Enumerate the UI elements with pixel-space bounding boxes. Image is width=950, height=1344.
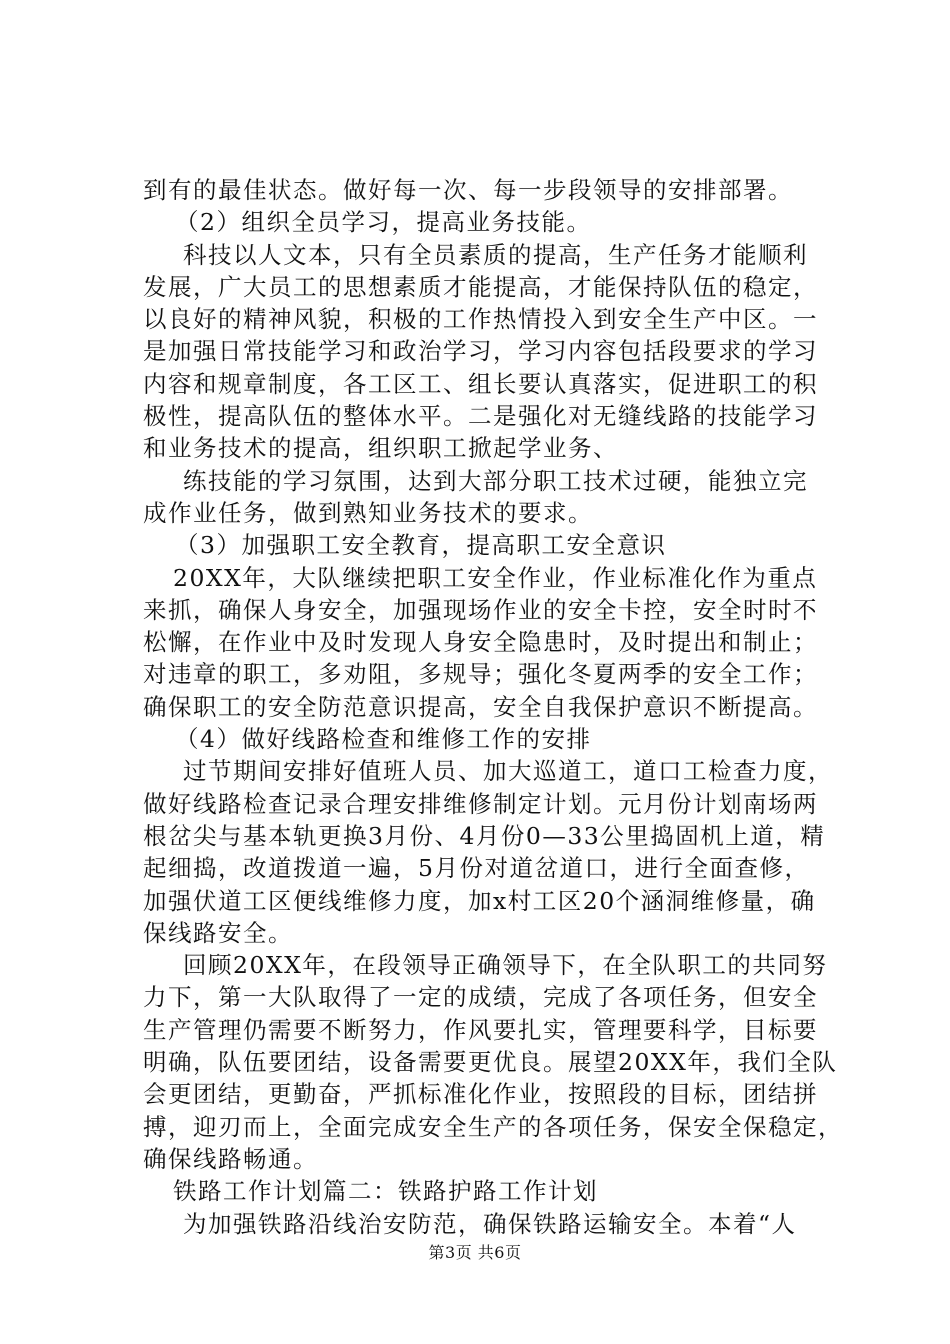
text-line: 根岔尖与基本轨更换3月份、4月份0—33公里捣固机上道，精	[143, 821, 826, 850]
text-line: 回顾20XX年，在段领导正确领导下，在全队职工的共同努	[183, 951, 828, 980]
text-line: 明确，队伍要团结，设备需要更优良。展望20XX年，我们全队	[143, 1048, 838, 1077]
text-line: 内容和规章制度，各工区工、组长要认真落实，促进职工的积	[143, 369, 818, 398]
text-line: 发展，广大员工的思想素质才能提高，才能保持队伍的稳定，	[143, 272, 818, 301]
text-line: 科技以人文本，只有全员素质的提高，生产任务才能顺利	[183, 240, 808, 269]
text-line: 确保线路畅通。	[143, 1144, 318, 1173]
text-line: 做好线路检查记录合理安排维修制定计划。元月份计划南场两	[143, 789, 818, 818]
text-line: 松懈，在作业中及时发现人身安全隐患时，及时提出和制止；	[143, 628, 818, 657]
text-line: 极性，提高队伍的整体水平。二是强化对无缝线路的技能学习	[143, 402, 818, 431]
page-footer: 第3页 共6页	[428, 1243, 522, 1262]
section-title: 铁路工作计划篇二：铁路护路工作计划	[173, 1177, 598, 1206]
text-line: 练技能的学习氛围，达到大部分职工技术过硬，能独立完	[183, 466, 808, 495]
text-line: 力下，第一大队取得了一定的成绩，完成了各项任务，但安全	[143, 983, 818, 1012]
text-line: 和业务技术的提高，组织职工掀起学业务、	[143, 434, 618, 463]
text-line: 是加强日常技能学习和政治学习，学习内容包括段要求的学习	[143, 337, 818, 366]
text-line: 成作业任务，做到熟知业务技术的要求。	[143, 498, 593, 527]
text-line: 到有的最佳状态。做好每一次、每一步段领导的安排部署。	[143, 176, 793, 204]
text-line: 来抓，确保人身安全，加强现场作业的安全卡控，安全时时不	[143, 595, 818, 624]
text-line: 搏，迎刃而上，全面完成安全生产的各项任务，保安全保稳定，	[143, 1112, 843, 1141]
section-heading-2: （2）组织全员学习，提高业务技能。	[175, 208, 592, 237]
text-line: 保线路安全。	[143, 918, 293, 947]
text-line: 会更团结，更勤奋，严抓标准化作业，按照段的目标，团结拼	[143, 1080, 818, 1109]
text-line: 起细捣，改道拨道一遍，5月份对道岔道口，进行全面查修，	[143, 854, 810, 883]
body-text	[143, 174, 843, 1240]
text-line: 生产管理仍需要不断努力，作风要扎实，管理要科学，目标要	[143, 1015, 818, 1044]
text-line: 20XX年，大队继续把职工安全作业，作业标准化作为重点	[173, 563, 818, 592]
text-line: 过节期间安排好值班人员、加大巡道工，道口工检查力度，	[183, 757, 833, 786]
text-line: 确保职工的安全防范意识提高，安全自我保护意识不断提高。	[143, 692, 818, 721]
section-heading-3: （3）加强职工安全教育，提高职工安全意识	[175, 531, 667, 560]
text-line: 加强伏道工区便线维修力度，加x村工区20个涵洞维修量，确	[143, 886, 816, 915]
section-heading-4: （4）做好线路检查和维修工作的安排	[175, 725, 592, 754]
text-line: 以良好的精神风貌，积极的工作热情投入到安全生产中区。一	[143, 305, 818, 334]
text-line: 对违章的职工，多劝阻，多规导；强化冬夏两季的安全工作；	[143, 660, 818, 689]
text-line: 为加强铁路沿线治安防范，确保铁路运输安全。本着“人	[183, 1209, 797, 1238]
